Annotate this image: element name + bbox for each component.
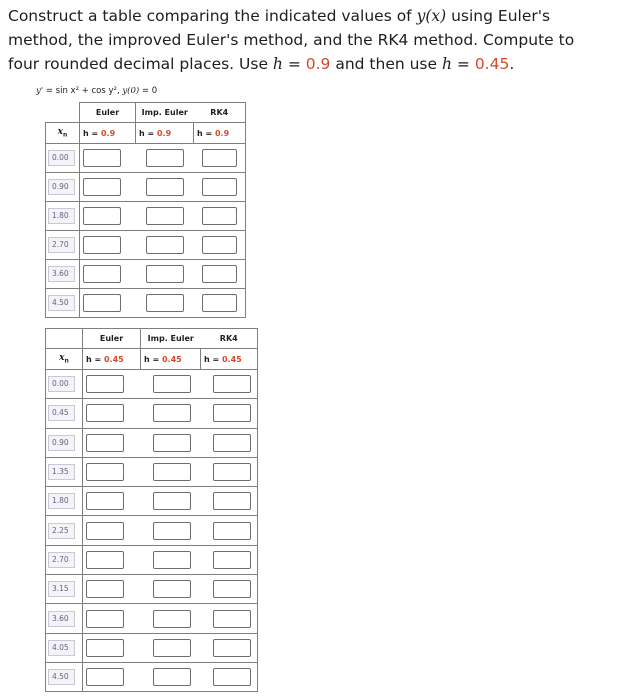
prompt-text: Construct a table comparing the indicated values of: [8, 7, 417, 25]
answer-input[interactable]: [213, 375, 251, 393]
table-row: [46, 231, 246, 260]
answer-input[interactable]: [83, 149, 121, 167]
problem-statement: [8, 4, 608, 76]
prompt-line-3: [8, 52, 608, 76]
answer-input[interactable]: [86, 580, 124, 598]
answer-input[interactable]: [86, 522, 124, 540]
table-row: [46, 370, 258, 399]
answer-cell: [80, 144, 136, 173]
initial-condition-lhs: y(0): [122, 86, 140, 96]
answer-cell: [83, 516, 141, 545]
answer-cell: [201, 370, 258, 399]
answer-cell: [201, 399, 258, 428]
answer-input[interactable]: [153, 434, 191, 452]
table-row: [46, 260, 246, 289]
answer-cell: [83, 457, 141, 486]
xn-cell: [46, 633, 83, 662]
h-value: 0.45: [221, 354, 242, 364]
answer-cell: [83, 487, 141, 516]
xn-cell: [46, 173, 80, 202]
answer-input[interactable]: [86, 610, 124, 628]
answer-cell: [201, 428, 258, 457]
answer-input[interactable]: [86, 639, 124, 657]
h-symbol: h: [441, 55, 452, 73]
answer-input[interactable]: [153, 580, 191, 598]
xn-value: 1.35: [48, 464, 75, 480]
xn-symbol: x: [57, 127, 64, 138]
answer-input[interactable]: [153, 375, 191, 393]
table-row: [46, 457, 258, 486]
answer-input[interactable]: [83, 294, 121, 312]
h-value: 0.9: [214, 128, 230, 138]
table-row: [46, 173, 246, 202]
method-header: RK4: [201, 329, 258, 349]
answer-input[interactable]: [146, 236, 184, 254]
prompt-line-1: [8, 4, 608, 28]
answer-input[interactable]: [83, 207, 121, 225]
xn-cell: [46, 662, 83, 691]
xn-symbol: x: [59, 353, 65, 364]
step-size-cell: [136, 123, 194, 144]
answer-cell: [194, 144, 246, 173]
xn-cell: [46, 545, 83, 574]
column-header-row: [46, 329, 258, 349]
answer-cell: [141, 428, 201, 457]
answer-input[interactable]: [202, 207, 237, 225]
step-size-cell: [80, 123, 136, 144]
answer-input[interactable]: [202, 178, 237, 196]
answer-input[interactable]: [213, 522, 251, 540]
answer-input[interactable]: [153, 668, 191, 686]
answer-cell: [136, 202, 194, 231]
h-value: 0.45: [103, 354, 124, 364]
xn-cell: [46, 289, 80, 318]
answer-cell: [201, 545, 258, 574]
answer-cell: [136, 231, 194, 260]
initial-condition-rhs: = 0: [139, 86, 158, 96]
column-header-row: [46, 103, 246, 123]
answer-cell: [83, 545, 141, 574]
answer-input[interactable]: [153, 639, 191, 657]
xn-cell: [46, 604, 83, 633]
xn-value: 2.25: [48, 523, 75, 539]
answer-input[interactable]: [153, 463, 191, 481]
answer-input[interactable]: [146, 178, 184, 196]
answer-cell: [83, 575, 141, 604]
table-row: [46, 144, 246, 173]
xn-value: 0.45: [48, 405, 75, 421]
answer-input[interactable]: [213, 610, 251, 628]
answer-input[interactable]: [213, 580, 251, 598]
differential-equation: [36, 86, 157, 96]
step-size-cell: [194, 123, 246, 144]
answer-cell: [201, 575, 258, 604]
method-header: Euler: [80, 103, 136, 123]
xn-value: 2.70: [48, 237, 75, 253]
xn-cell: [46, 428, 83, 457]
method-header: RK4: [194, 103, 246, 123]
answer-input[interactable]: [146, 265, 184, 283]
h-prefix: h =: [139, 128, 157, 138]
table-step-0-9: [45, 102, 246, 318]
xn-header: [46, 349, 83, 370]
corner-cell: [46, 329, 83, 349]
answer-cell: [83, 399, 141, 428]
equation-lhs: y': [36, 86, 44, 96]
answer-cell: [141, 457, 201, 486]
xn-value: 1.80: [48, 208, 75, 224]
answer-cell: [141, 545, 201, 574]
xn-cell: [46, 231, 80, 260]
answer-cell: [194, 202, 246, 231]
answer-input[interactable]: [86, 492, 124, 510]
answer-cell: [201, 487, 258, 516]
prompt-line-2: method, the improved Euler's method, and the RK4 method. Compute to: [8, 31, 575, 49]
answer-input[interactable]: [213, 404, 251, 422]
xn-value: 3.60: [48, 611, 75, 627]
answer-input[interactable]: [146, 149, 184, 167]
step-size-cell: [201, 349, 258, 370]
xn-value: 0.00: [48, 150, 75, 166]
answer-cell: [201, 516, 258, 545]
xn-value: 1.80: [48, 493, 75, 509]
answer-input[interactable]: [213, 551, 251, 569]
answer-input[interactable]: [146, 294, 184, 312]
corner-cell: [46, 103, 80, 123]
table-row: [46, 516, 258, 545]
xn-header: [46, 123, 80, 144]
table-row: [46, 633, 258, 662]
answer-input[interactable]: [213, 434, 251, 452]
answer-cell: [83, 633, 141, 662]
answer-input[interactable]: [202, 265, 237, 283]
h-prefix: h =: [83, 128, 101, 138]
answer-input[interactable]: [153, 610, 191, 628]
answer-cell: [141, 662, 201, 691]
table-row: [46, 662, 258, 691]
h-prefix: h =: [204, 354, 222, 364]
answer-input[interactable]: [213, 668, 251, 686]
xn-value: 4.05: [48, 640, 75, 656]
method-header: Imp. Euler: [136, 103, 194, 123]
answer-cell: [80, 202, 136, 231]
h-value: 0.9: [100, 128, 116, 138]
answer-input[interactable]: [153, 492, 191, 510]
h-prefix: h =: [197, 128, 215, 138]
answer-cell: [141, 399, 201, 428]
answer-input[interactable]: [146, 207, 184, 225]
answer-input[interactable]: [86, 551, 124, 569]
xn-value: 0.00: [48, 376, 75, 392]
step-size-cell: [83, 349, 141, 370]
table-row: [46, 289, 246, 318]
answer-cell: [201, 604, 258, 633]
equals-sign: =: [451, 55, 475, 73]
answer-cell: [141, 604, 201, 633]
xn-subscript: n: [63, 131, 68, 139]
answer-cell: [83, 662, 141, 691]
answer-input[interactable]: [153, 404, 191, 422]
xn-cell: [46, 487, 83, 516]
xn-value: 3.60: [48, 266, 75, 282]
table-row: [46, 604, 258, 633]
answer-cell: [201, 457, 258, 486]
answer-input[interactable]: [213, 463, 251, 481]
equation-rhs: = sin x² + cos y²,: [43, 86, 123, 96]
xn-value: 3.15: [48, 581, 75, 597]
xn-value: 0.90: [48, 179, 75, 195]
answer-input[interactable]: [86, 668, 124, 686]
answer-cell: [80, 173, 136, 202]
answer-input[interactable]: [86, 404, 124, 422]
h-prefix: h =: [86, 354, 104, 364]
h-symbol: h: [272, 55, 283, 73]
answer-input[interactable]: [86, 375, 124, 393]
h-value: 0.9: [156, 128, 172, 138]
answer-cell: [141, 633, 201, 662]
answer-cell: [194, 289, 246, 318]
answer-input[interactable]: [86, 463, 124, 481]
table-row: [46, 545, 258, 574]
prompt-text: using Euler's: [446, 7, 551, 25]
answer-cell: [136, 260, 194, 289]
answer-input[interactable]: [83, 178, 121, 196]
method-header: Imp. Euler: [141, 329, 201, 349]
answer-cell: [80, 289, 136, 318]
answer-cell: [141, 575, 201, 604]
table-step-0-45: [45, 328, 258, 692]
equals-sign: =: [282, 55, 306, 73]
answer-cell: [80, 260, 136, 289]
answer-input[interactable]: [83, 265, 121, 283]
xn-cell: [46, 575, 83, 604]
step-size-value: 0.45: [474, 55, 510, 73]
xn-cell: [46, 260, 80, 289]
table-row: [46, 399, 258, 428]
answer-cell: [83, 428, 141, 457]
xn-value: 2.70: [48, 552, 75, 568]
answer-cell: [194, 173, 246, 202]
xn-cell: [46, 399, 83, 428]
h-prefix: h =: [144, 354, 162, 364]
function-notation: y(x): [416, 7, 447, 25]
prompt-text: and then use: [330, 55, 442, 73]
table-row: [46, 575, 258, 604]
xn-cell: [46, 516, 83, 545]
answer-input[interactable]: [213, 639, 251, 657]
answer-cell: [141, 370, 201, 399]
step-size-row: [46, 123, 246, 144]
method-header: Euler: [83, 329, 141, 349]
xn-cell: [46, 457, 83, 486]
table-row: [46, 428, 258, 457]
xn-value: 0.90: [48, 435, 75, 451]
xn-value: 4.50: [48, 295, 75, 311]
answer-cell: [136, 289, 194, 318]
answer-input[interactable]: [153, 522, 191, 540]
answer-input[interactable]: [202, 236, 237, 254]
answer-cell: [136, 144, 194, 173]
step-size-cell: [141, 349, 201, 370]
answer-input[interactable]: [86, 434, 124, 452]
table-row: [46, 202, 246, 231]
xn-subscript: n: [64, 357, 69, 365]
answer-input[interactable]: [202, 294, 237, 312]
step-size-value: 0.9: [305, 55, 331, 73]
h-value: 0.45: [161, 354, 182, 364]
xn-cell: [46, 370, 83, 399]
answer-cell: [80, 231, 136, 260]
answer-cell: [141, 516, 201, 545]
answer-cell: [194, 231, 246, 260]
answer-cell: [201, 662, 258, 691]
step-size-row: [46, 349, 258, 370]
answer-input[interactable]: [202, 149, 237, 167]
prompt-text: four rounded decimal places. Use: [8, 55, 273, 73]
prompt-text: .: [509, 55, 515, 73]
xn-cell: [46, 202, 80, 231]
answer-cell: [141, 487, 201, 516]
answer-input[interactable]: [213, 492, 251, 510]
answer-cell: [136, 173, 194, 202]
xn-cell: [46, 144, 80, 173]
table-row: [46, 487, 258, 516]
answer-cell: [83, 604, 141, 633]
answer-input[interactable]: [83, 236, 121, 254]
answer-input[interactable]: [153, 551, 191, 569]
answer-cell: [83, 370, 141, 399]
answer-cell: [194, 260, 246, 289]
answer-cell: [201, 633, 258, 662]
xn-value: 4.50: [48, 669, 75, 685]
